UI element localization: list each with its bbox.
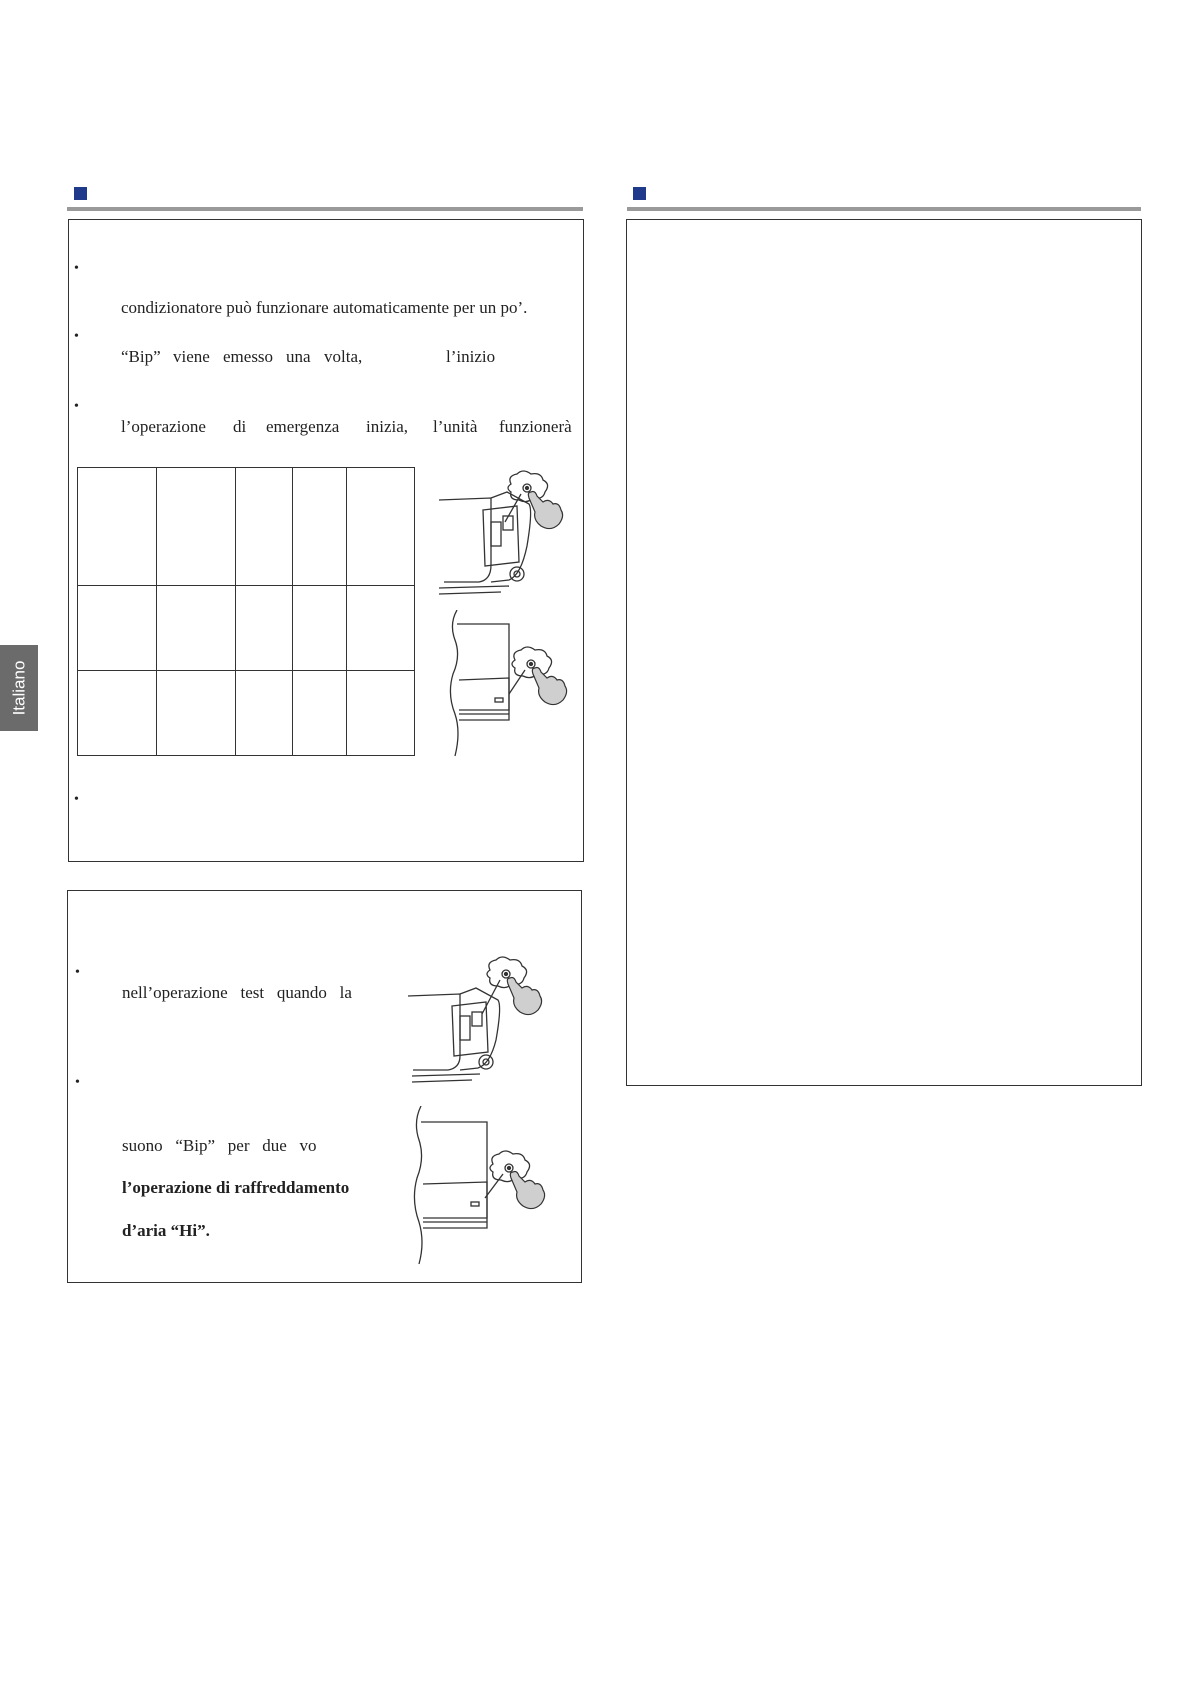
table-cell [78, 671, 157, 756]
table-cell [78, 586, 157, 671]
unit-corner-illustration [408, 956, 558, 1086]
word: l’operazione [121, 417, 206, 436]
language-label: Italiano [9, 660, 29, 716]
table-cell [347, 586, 415, 671]
test-operation-panel [67, 890, 582, 1283]
right-content-panel [626, 219, 1142, 1086]
table-cell [157, 468, 236, 586]
table-cell [78, 468, 157, 586]
bullet: • [74, 792, 79, 807]
word: l’inizio [446, 347, 496, 366]
unit-corner-illustration [439, 470, 574, 600]
word: l’unità [433, 417, 478, 436]
table-cell [236, 671, 293, 756]
hand-press-button-icon [507, 978, 541, 1015]
word: emergenza [266, 417, 340, 436]
table-row [78, 671, 415, 756]
bullet: • [74, 329, 79, 344]
hand-press-button-icon [510, 1172, 544, 1209]
section-marker-right [633, 187, 646, 200]
hand-press-button-icon [532, 668, 566, 705]
bullet: • [75, 965, 80, 980]
table-cell [157, 586, 236, 671]
table-cell [293, 586, 347, 671]
test-line-3: l’operazione di raffreddamento [122, 1178, 350, 1197]
test-line-4: d’aria “Hi”. [122, 1221, 210, 1240]
test-line-1: nell’operazione test quando la [122, 983, 352, 1002]
section-rule-left [67, 207, 583, 211]
hand-press-button-icon [528, 492, 562, 529]
emergency-mode-table [77, 467, 415, 756]
paragraph-1: condizionatore può funzionare automaticamente per un po’. [121, 298, 528, 317]
word: volta, [324, 347, 363, 366]
bullet: • [74, 261, 79, 276]
table-cell [347, 468, 415, 586]
table-cell [293, 468, 347, 586]
table-cell [293, 671, 347, 756]
table-cell [236, 468, 293, 586]
word: una [286, 347, 311, 366]
bullet: • [75, 1075, 80, 1090]
emergency-operation-panel [68, 219, 584, 862]
word: viene [173, 347, 210, 366]
wall-unit-illustration [413, 1106, 558, 1266]
table-cell [347, 671, 415, 756]
word: emesso [223, 347, 274, 366]
table-row [78, 586, 415, 671]
word: di [233, 417, 247, 436]
word: funzionerà [499, 417, 572, 436]
wall-unit-illustration [449, 610, 579, 760]
language-side-tab [0, 645, 38, 731]
bullet: • [74, 399, 79, 414]
table-cell [236, 586, 293, 671]
section-rule-right [627, 207, 1141, 211]
section-marker-left [74, 187, 87, 200]
test-line-2: suono “Bip” per due vo [122, 1136, 317, 1155]
word: “Bip” [121, 347, 161, 366]
table-cell [157, 671, 236, 756]
word: inizia, [366, 417, 409, 436]
table-row [78, 468, 415, 586]
